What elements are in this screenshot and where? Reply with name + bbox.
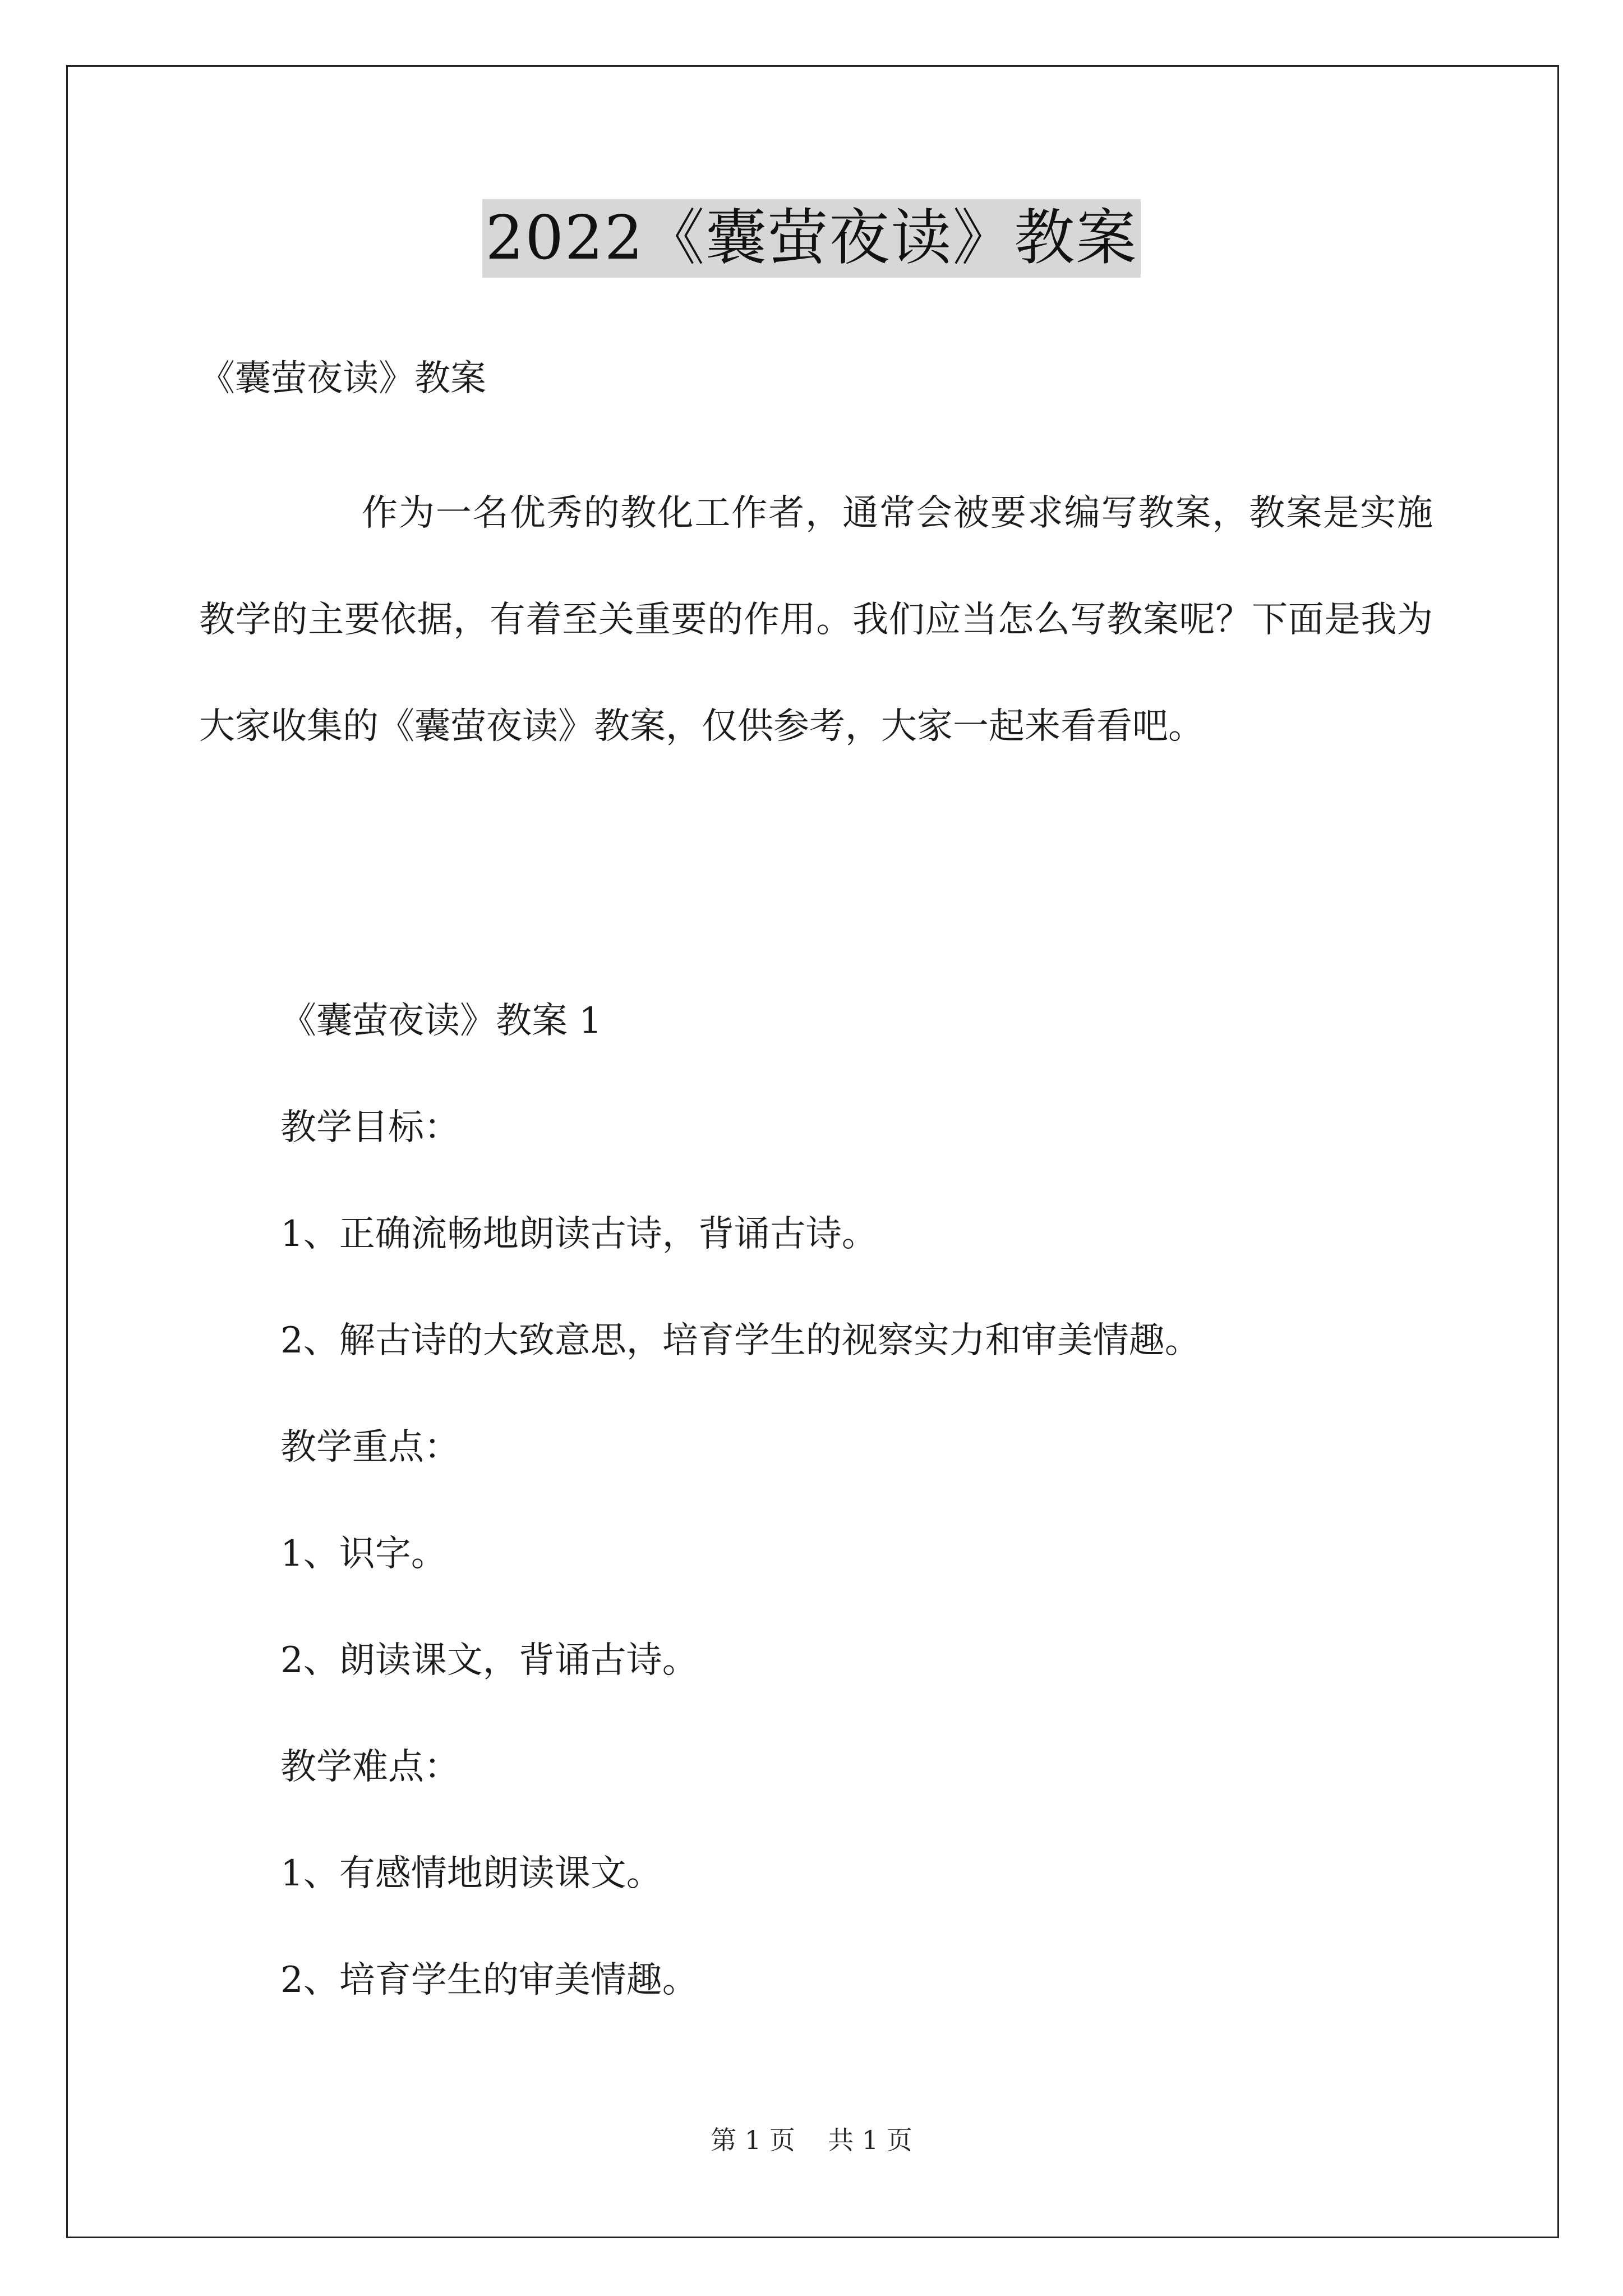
difficulty-item-1: 1、有感情地朗读课文。: [280, 1853, 662, 1894]
goal-item-2: 2、解古诗的大致意思，培育学生的视察实力和审美情趣。: [280, 1320, 1201, 1361]
key-point-item-2: 2、朗读课文，背诵古诗。: [280, 1640, 698, 1681]
page-footer: 第 1 页 共 1 页: [711, 2125, 912, 2155]
difficulties-heading: 教学难点：: [280, 1746, 460, 1788]
key-point-item-1: 1、识字。: [280, 1533, 447, 1575]
document-subheading: 《囊萤夜读》教案: [199, 358, 486, 399]
intro-paragraph: 作为一名优秀的教化工作者，通常会被要求编写教案，教案是实施教学的主要依据，有着至关重要的作用。我们应当怎么写教案呢？下面是我为大家收集的《囊萤夜读》教案，仅供参考，大家一起来看看吧。: [199, 493, 1433, 747]
title-container: [0, 199, 1623, 278]
section-heading: 《囊萤夜读》教案 1: [280, 1000, 602, 1042]
key-points-heading: 教学重点：: [280, 1427, 460, 1468]
goal-item-1: 1、正确流畅地朗读古诗，背诵古诗。: [280, 1213, 878, 1255]
document-title: 2022《囊萤夜读》教案: [482, 199, 1141, 278]
teaching-goals-heading: 教学目标：: [280, 1107, 460, 1148]
difficulty-item-2: 2、培育学生的审美情趣。: [280, 1959, 698, 2001]
